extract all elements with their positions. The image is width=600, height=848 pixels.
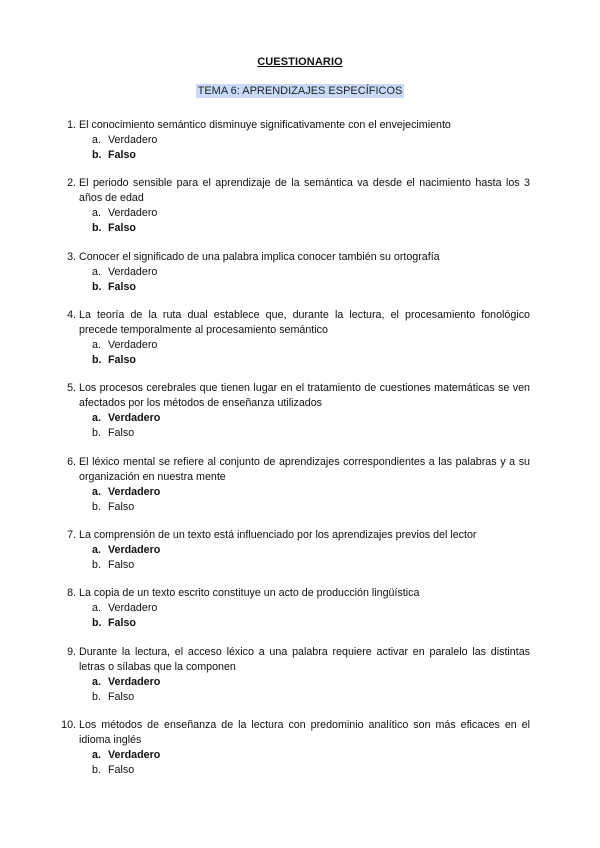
option-a	[92, 485, 530, 500]
question-3	[58, 250, 530, 295]
option-text: Verdadero	[108, 266, 158, 278]
question-text: La copia de un texto escrito constituye un acto de producción lingüística	[79, 587, 420, 599]
page-title: CUESTIONARIO	[257, 56, 343, 68]
question-1	[58, 118, 530, 163]
option-b	[92, 763, 530, 778]
option-letter: b.	[92, 427, 101, 439]
option-letter: b.	[92, 281, 102, 293]
option-letter: b.	[92, 354, 102, 366]
question-6	[58, 455, 530, 515]
option-text: Verdadero	[108, 486, 161, 498]
question-number: 7.	[67, 529, 76, 541]
option-letter: a.	[92, 676, 101, 688]
option-b	[92, 221, 530, 236]
question-9	[58, 645, 530, 705]
question-text: La comprensión de un texto está influenciado por los aprendizajes previos del lector	[79, 529, 477, 541]
question-text: El léxico mental se refiere al conjunto de aprendizajes correspondientes a las palabras y a su organización en nuestra mente	[79, 456, 530, 483]
option-text: Falso	[108, 559, 135, 571]
question-text: Durante la lectura, el acceso léxico a una palabra requiere activar en paralelo las distintas letras o sílabas que la componen	[79, 646, 530, 673]
option-letter: a.	[92, 339, 101, 351]
option-a	[92, 675, 530, 690]
option-text: Verdadero	[108, 207, 158, 219]
option-a	[92, 748, 530, 763]
question-number: 2.	[67, 177, 76, 189]
option-a	[92, 543, 530, 558]
question-text: El conocimiento semántico disminuye significativamente con el envejecimiento	[79, 119, 451, 131]
option-b	[92, 280, 530, 295]
option-text: Falso	[108, 281, 136, 293]
option-text: Verdadero	[108, 676, 161, 688]
option-text: Falso	[108, 354, 136, 366]
question-7	[58, 528, 530, 573]
option-text: Verdadero	[108, 544, 161, 556]
option-a	[92, 411, 530, 426]
option-b	[92, 500, 530, 515]
option-letter: b.	[92, 222, 102, 234]
question-8	[58, 586, 530, 631]
question-text: Los procesos cerebrales que tienen lugar en el tratamiento de cuestiones matemáticas se ven afectados por los métodos de enseñanza utilizados	[79, 382, 530, 409]
option-text: Falso	[108, 691, 135, 703]
option-text: Falso	[108, 764, 135, 776]
option-text: Verdadero	[108, 412, 161, 424]
question-number: 5.	[67, 382, 76, 394]
option-a	[92, 338, 530, 353]
option-letter: a.	[92, 266, 101, 278]
option-letter: a.	[92, 749, 101, 761]
option-text: Falso	[108, 222, 136, 234]
question-number: 9.	[67, 646, 76, 658]
option-letter: b.	[92, 501, 101, 513]
question-number: 1.	[67, 119, 76, 131]
question-number: 3.	[67, 251, 76, 263]
question-2	[58, 176, 530, 236]
option-letter: a.	[92, 544, 101, 556]
question-text: El periodo sensible para el aprendizaje de la semántica va desde el nacimiento hasta los 3 años de edad	[79, 177, 530, 204]
subtitle-wrapper	[0, 81, 600, 99]
option-a	[92, 265, 530, 280]
option-b	[92, 616, 530, 631]
option-letter: b.	[92, 764, 101, 776]
question-4	[58, 308, 530, 368]
option-text: Verdadero	[108, 749, 161, 761]
option-letter: a.	[92, 602, 101, 614]
option-text: Falso	[108, 617, 136, 629]
option-text: Verdadero	[108, 134, 158, 146]
question-text: Conocer el significado de una palabra implica conocer también su ortografía	[79, 251, 440, 263]
question-number: 8.	[67, 587, 76, 599]
option-a	[92, 206, 530, 221]
option-text: Falso	[108, 427, 135, 439]
option-b	[92, 690, 530, 705]
question-number: 6.	[67, 456, 76, 468]
option-b	[92, 426, 530, 441]
question-text: La teoría de la ruta dual establece que, durante la lectura, el procesamiento fonológico precede temporalmente al procesamiento semántico	[79, 309, 530, 336]
option-text: Falso	[108, 501, 135, 513]
option-b	[92, 558, 530, 573]
option-letter: b.	[92, 559, 101, 571]
option-b	[92, 148, 530, 163]
option-letter: a.	[92, 134, 101, 146]
page-subtitle: TEMA 6: APRENDIZAJES ESPECÍFICOS	[197, 85, 403, 97]
option-letter: a.	[92, 412, 101, 424]
option-letter: b.	[92, 691, 101, 703]
question-number: 4.	[67, 309, 76, 321]
option-text: Falso	[108, 149, 136, 161]
option-letter: b.	[92, 617, 102, 629]
option-b	[92, 353, 530, 368]
question-number: 10.	[61, 719, 76, 731]
question-text: Los métodos de enseñanza de la lectura con predominio analítico son más eficaces en el idioma inglés	[79, 719, 530, 746]
option-letter: b.	[92, 149, 102, 161]
question-5	[58, 381, 530, 441]
option-letter: a.	[92, 486, 101, 498]
option-a	[92, 601, 530, 616]
option-a	[92, 133, 530, 148]
question-10	[58, 718, 530, 778]
option-text: Verdadero	[108, 602, 158, 614]
option-text: Verdadero	[108, 339, 158, 351]
option-letter: a.	[92, 207, 101, 219]
